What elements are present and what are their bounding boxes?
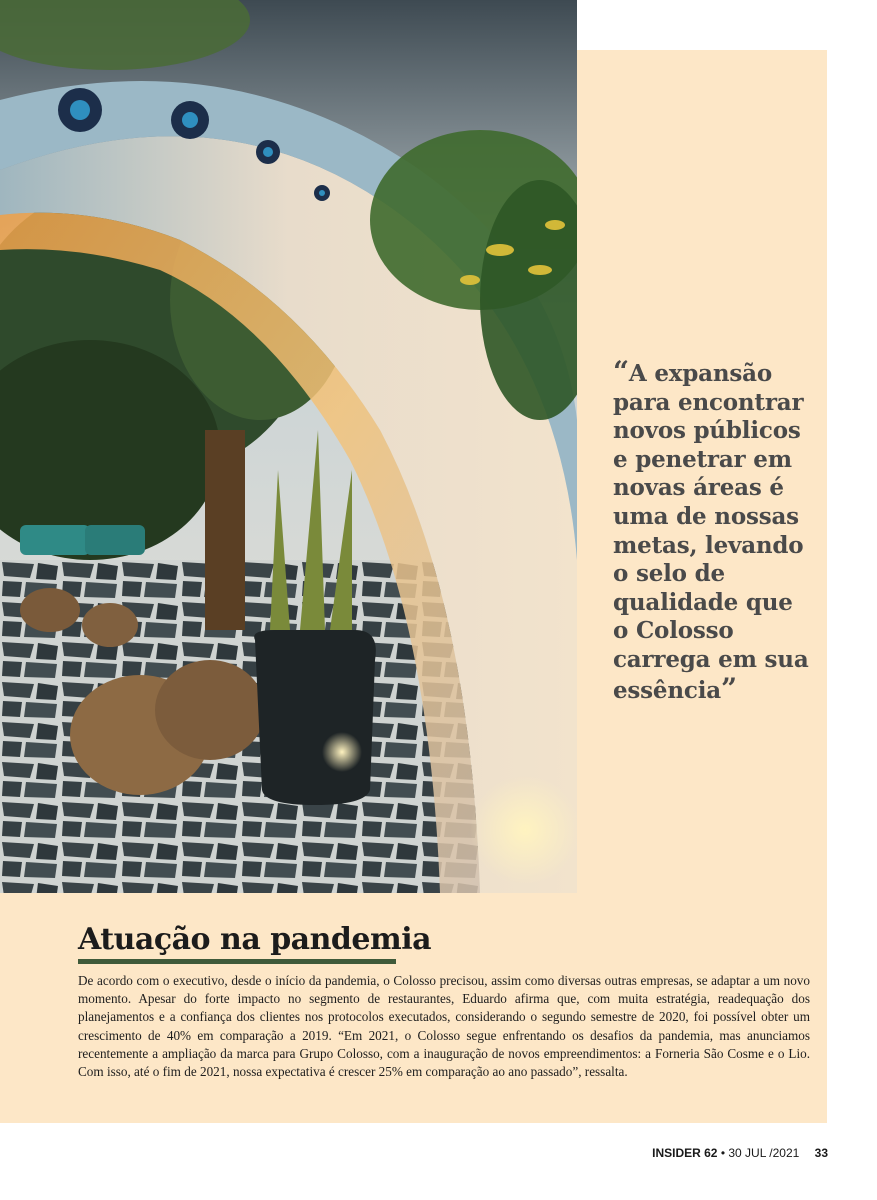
pull-quote-text: A expansão para encontrar novos públicos e penetrar em novas áreas é uma de nossas metas, levando o selo de qualidade que o Colosso carrega em sua essência: [613, 360, 809, 704]
page-footer: [652, 1146, 828, 1160]
page-number: 33: [814, 1146, 828, 1160]
quote-close-mark: ”: [720, 671, 737, 705]
article-body: De acordo com o executivo, desde o início da pandemia, o Colosso precisou, assim como diversas outras empresas, se adaptar a um novo momento. Apesar do forte impacto no segmento de restaurantes, Eduardo afirma que, com muita estratégia, readequação dos planejamentos e a confiança dos clientes nos protocolos executados, considerando o segundo semestre de 2020, foi possível obter um crescimento de 40% em comparação a 2019. “Em 2021, o Colosso segue enfrentando os desafios da pandemia, mas anunciamos recentemente a ampliação da marca para Grupo Colosso, com a inauguração de novos empreendimentos: a Forneria São Cosme e o Lio. Com isso, até o fim de 2021, nossa expectativa é crescer 25% em comparação ao ano passado”, ressalta.: [78, 973, 810, 1080]
restaurant-arch-photo: [0, 0, 577, 893]
magazine-name: INSIDER 62: [652, 1146, 718, 1160]
quote-open-mark: “: [613, 355, 629, 388]
pull-quote: [613, 355, 813, 705]
heading-underline-rule: [78, 959, 396, 964]
section-heading: Atuação na pandemia: [78, 922, 432, 957]
issue-date: • 30 JUL /2021: [720, 1146, 800, 1160]
